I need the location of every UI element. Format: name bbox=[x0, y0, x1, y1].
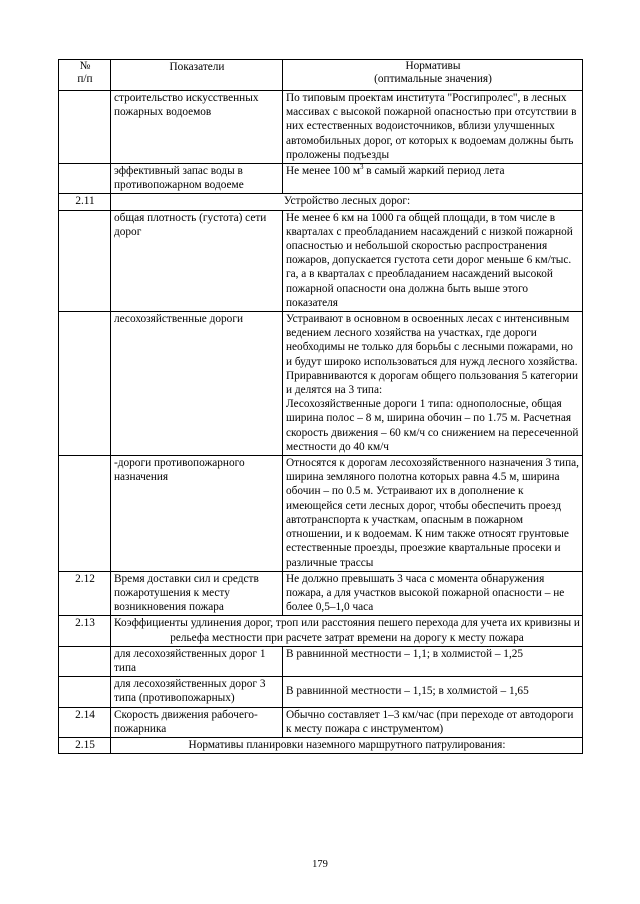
indicator-cell: для лесохозяйственных дорог 1 типа bbox=[111, 646, 283, 676]
row-num: 2.12 bbox=[59, 571, 111, 616]
table-header-row bbox=[59, 60, 583, 91]
indicator-cell: строительство искусственных пожарных водоемов bbox=[111, 91, 283, 164]
norm-cell: В равнинной местности – 1,1; в холмистой – 1,25 bbox=[283, 646, 583, 676]
row-num: 2.15 bbox=[59, 737, 111, 753]
header-num: № п/п bbox=[59, 60, 111, 91]
header-norms: Нормативы (оптимальные значения) bbox=[283, 60, 583, 91]
norm-cell: По типовым проектам института "Росгипролес", в лесных массивах с высокой пожарной опасностью при отсутствии в них естественных водоисточников, вблизи улучшенных автомобильных дорог, от которых к водоемам должны быть проложены подъезды bbox=[283, 91, 583, 164]
section-row bbox=[59, 194, 583, 210]
norm-cell: В равнинной местности – 1,15; в холмистой – 1,65 bbox=[283, 677, 583, 707]
section-row bbox=[59, 616, 583, 646]
row-num-empty bbox=[59, 210, 111, 311]
indicator-cell: для лесохозяйственных дорог 3 типа (противопожарных) bbox=[111, 677, 283, 707]
norm-text: в самый жаркий период лета bbox=[363, 165, 505, 178]
indicator-cell: эффективный запас воды в противопожарном водоеме bbox=[111, 164, 283, 194]
norm-superscript: 3 bbox=[359, 163, 364, 172]
table-row bbox=[59, 646, 583, 676]
table-row bbox=[59, 571, 583, 616]
norm-cell: Обычно составляет 1–3 км/час (при переходе от автодороги к месту пожара с инструментом) bbox=[283, 707, 583, 737]
row-num: 2.11 bbox=[59, 194, 111, 210]
indicator-cell: Время доставки сил и средств пожаротушения к месту возникновения пожара bbox=[111, 571, 283, 616]
row-num: 2.13 bbox=[59, 616, 111, 646]
row-num-empty bbox=[59, 677, 111, 707]
indicator-cell: общая плотность (густота) сети дорог bbox=[111, 210, 283, 311]
norm-cell bbox=[283, 164, 583, 194]
page-number: 179 bbox=[312, 859, 328, 870]
section-row bbox=[59, 737, 583, 753]
header-indicators: Показатели bbox=[111, 60, 283, 91]
norm-text: Не менее 100 м bbox=[286, 165, 360, 178]
section-title: Коэффициенты удлинения дорог, троп или расстояния пешего перехода для учета их кривизны и рельефа местности при расчете затрат времени на дорогу к месту пожара bbox=[111, 616, 583, 646]
row-num-empty bbox=[59, 456, 111, 572]
table-row bbox=[59, 677, 583, 707]
norm-cell: Не менее 6 км на 1000 га общей площади, в том числе в кварталах с преобладанием насаждений с низкой пожарной опасностью и небольшой скоростью распространения пожаров, допускается густота сети дорог меньше 6 км/тыс. га, а в кварталах с преобладанием насаждений высокой пожарной опасности она должна быть выше этого показателя bbox=[283, 210, 583, 311]
norms-table bbox=[58, 59, 583, 754]
row-num-empty bbox=[59, 646, 111, 676]
section-title: Нормативы планировки наземного маршрутного патрулирования: bbox=[111, 737, 583, 753]
table-row bbox=[59, 164, 583, 194]
table-row bbox=[59, 91, 583, 164]
table-row bbox=[59, 456, 583, 572]
norm-cell: Устраивают в основном в освоенных лесах с интенсивным ведением лесного хозяйства на участках, где дороги необходимы не только для борьбы с лесными пожарами, но и будут широко использоваться для нужд лесного хозяйства. Приравниваются к дорогам общего пользования 5 категории и делятся на 3 типа: Лесохозяйственные дороги 1 типа: однополосные, общая ширина полос – 8 м, ширина обочин – по 1.75 м. Расчетная скорость движения – 60 км/ч со снижением на пересеченной местности до 40 км/ч bbox=[283, 312, 583, 456]
indicator-cell: Скорость движения рабочего-пожарника bbox=[111, 707, 283, 737]
row-num-empty bbox=[59, 312, 111, 456]
norm-cell: Не должно превышать 3 часа с момента обнаружения пожара, а для участков высокой пожарной опасности – не более 0,5–1,0 часа bbox=[283, 571, 583, 616]
row-num-empty bbox=[59, 164, 111, 194]
row-num: 2.14 bbox=[59, 707, 111, 737]
table-row bbox=[59, 210, 583, 311]
row-num-empty bbox=[59, 91, 111, 164]
norm-cell: Относятся к дорогам лесохозяйственного назначения 3 типа, ширина земляного полотна которых равна 4.5 м, ширина обочин – по 0.5 м. Устраивают их в дополнение к имеющейся сети лесных дорог, чтобы обеспечить проезд автотранспорта к участкам, опасным в пожарном отношении, и к водоемам. К ним также относят грунтовые естественные проезды, проезжие квартальные просеки и различные трассы bbox=[283, 456, 583, 572]
table-row bbox=[59, 707, 583, 737]
indicator-cell: -дороги противопожарного назначения bbox=[111, 456, 283, 572]
table-row bbox=[59, 312, 583, 456]
indicator-cell: лесохозяйственные дороги bbox=[111, 312, 283, 456]
section-title: Устройство лесных дорог: bbox=[111, 194, 583, 210]
